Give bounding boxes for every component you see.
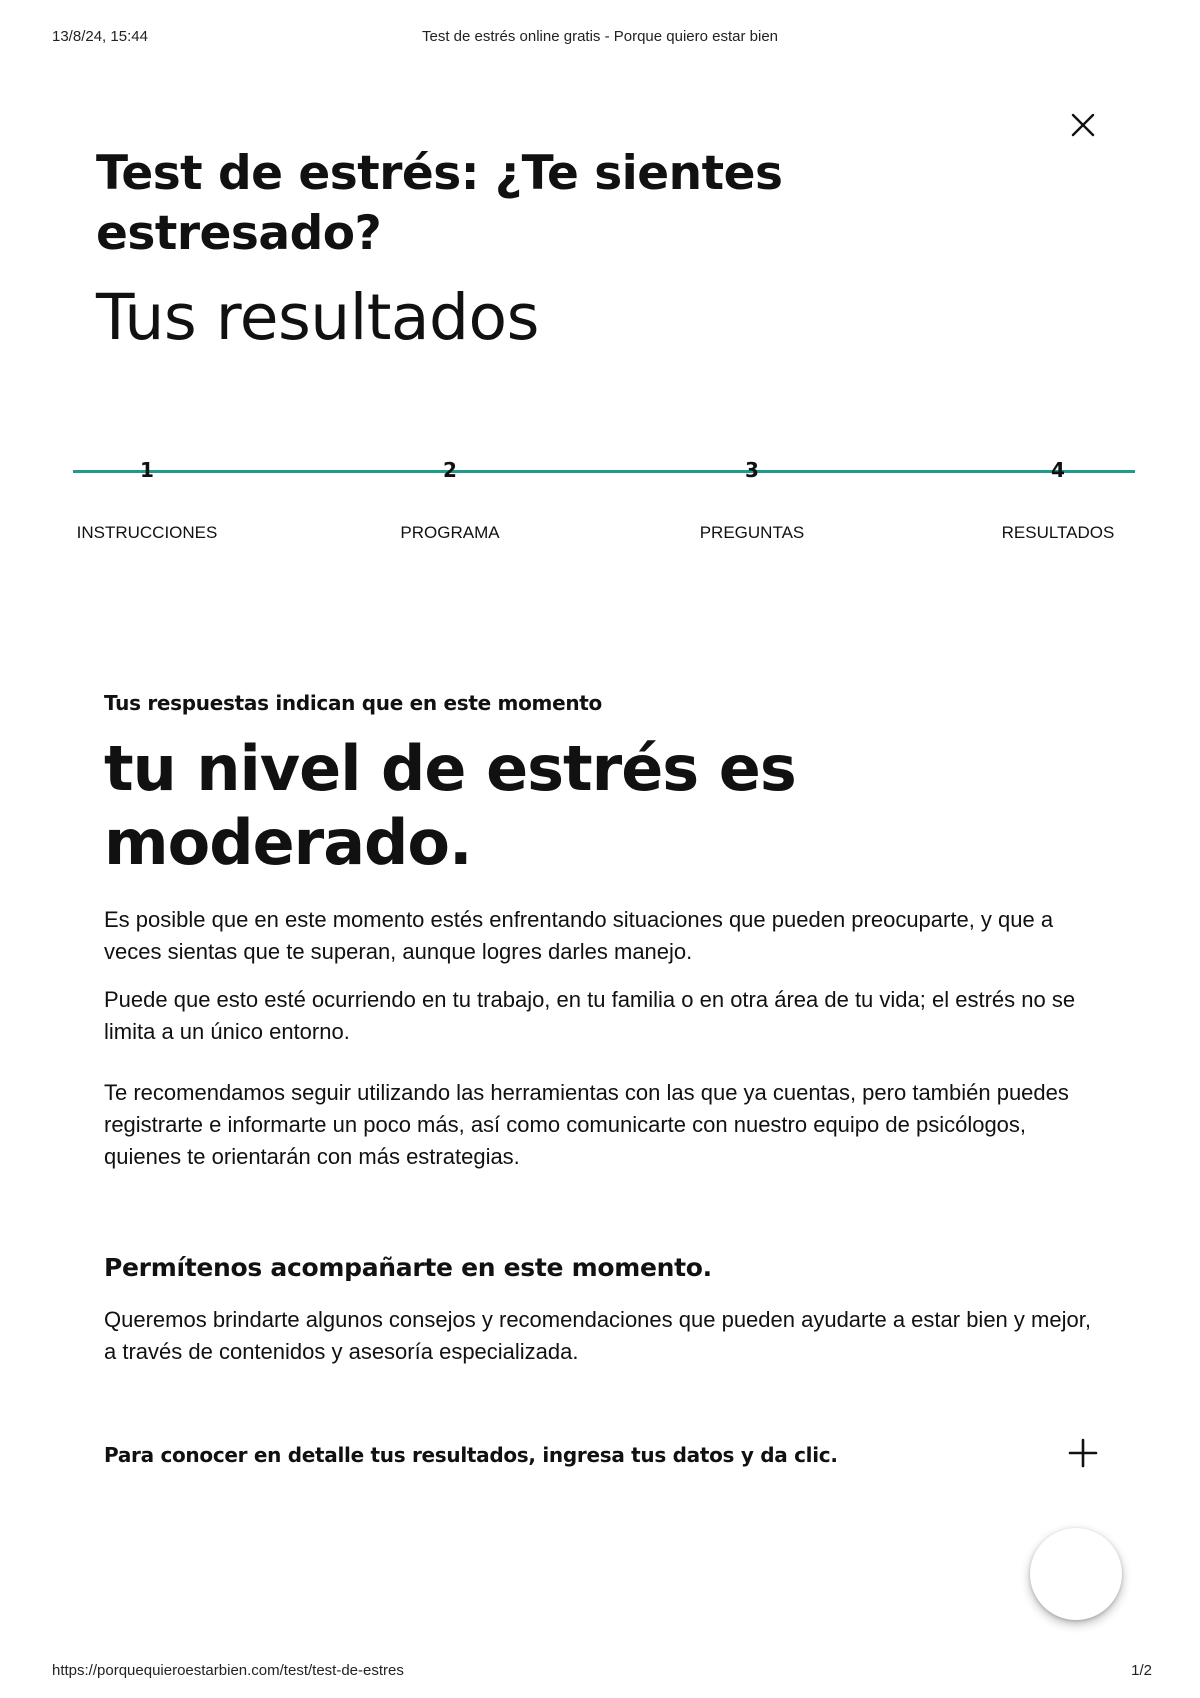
register-cta[interactable]: Para conocer en detalle tus resultados, ingresa tus datos y da clic. (104, 1443, 838, 1467)
step-label: INSTRUCCIONES (76, 523, 218, 542)
result-paragraph: Puede que esto esté ocurriendo en tu trabajo, en tu familia o en otra área de tu vida; el estrés no se limita a un único entorno. (104, 987, 1076, 1044)
stepper-line (73, 470, 1135, 473)
expand-button[interactable] (1066, 1436, 1100, 1470)
result-paragraph: Te recomendamos seguir utilizando las herramientas con las que ya cuentas, pero también puedes registrarte e informarte un poco más, así como comunicarte con nuestro equipo de psicólogos, quienes te orientarán con más estrategias. (104, 1080, 1069, 1169)
support-heading: Permítenos acompañarte en este momento. (104, 1253, 712, 1282)
progress-stepper (0, 450, 1200, 560)
print-url: https://porquequieroestarbien.com/test/test-de-estres (52, 1662, 404, 1679)
close-icon (1066, 108, 1100, 142)
plus-icon (1066, 1436, 1100, 1470)
print-footer (0, 1662, 1200, 1682)
floating-action-button[interactable] (1030, 1528, 1122, 1620)
test-title: Test de estrés: ¿Te sientes estresado? (96, 146, 783, 261)
step-label: PREGUNTAS (699, 523, 805, 542)
support-text: Queremos brindarte algunos consejos y recomendaciones que pueden ayudarte a estar bien y mejor, a través de contenidos y asesoría especializada. (104, 1307, 1091, 1364)
step-label: PROGRAMA (400, 523, 500, 542)
close-button[interactable] (1066, 108, 1100, 142)
results-intro: Tus respuestas indican que en este momento (104, 691, 602, 715)
print-datetime: 13/8/24, 15:44 (52, 28, 148, 45)
stress-level-heading: tu nivel de estrés es moderado. (104, 732, 796, 879)
print-page-number: 1/2 (1131, 1662, 1152, 1679)
step-number: 2 (443, 458, 457, 482)
step-label: RESULTADOS (1001, 523, 1115, 542)
step-number: 3 (745, 458, 759, 482)
step-number: 1 (140, 458, 154, 482)
step-number: 4 (1051, 458, 1065, 482)
print-page-title: Test de estrés online gratis - Porque quiero estar bien (421, 28, 779, 45)
print-header (0, 28, 1200, 48)
result-paragraph: Es posible que en este momento estés enfrentando situaciones que pueden preocuparte, y que a veces sientas que te superan, aunque logres darles manejo. (104, 907, 1054, 964)
results-title: Tus resultados (96, 281, 539, 354)
